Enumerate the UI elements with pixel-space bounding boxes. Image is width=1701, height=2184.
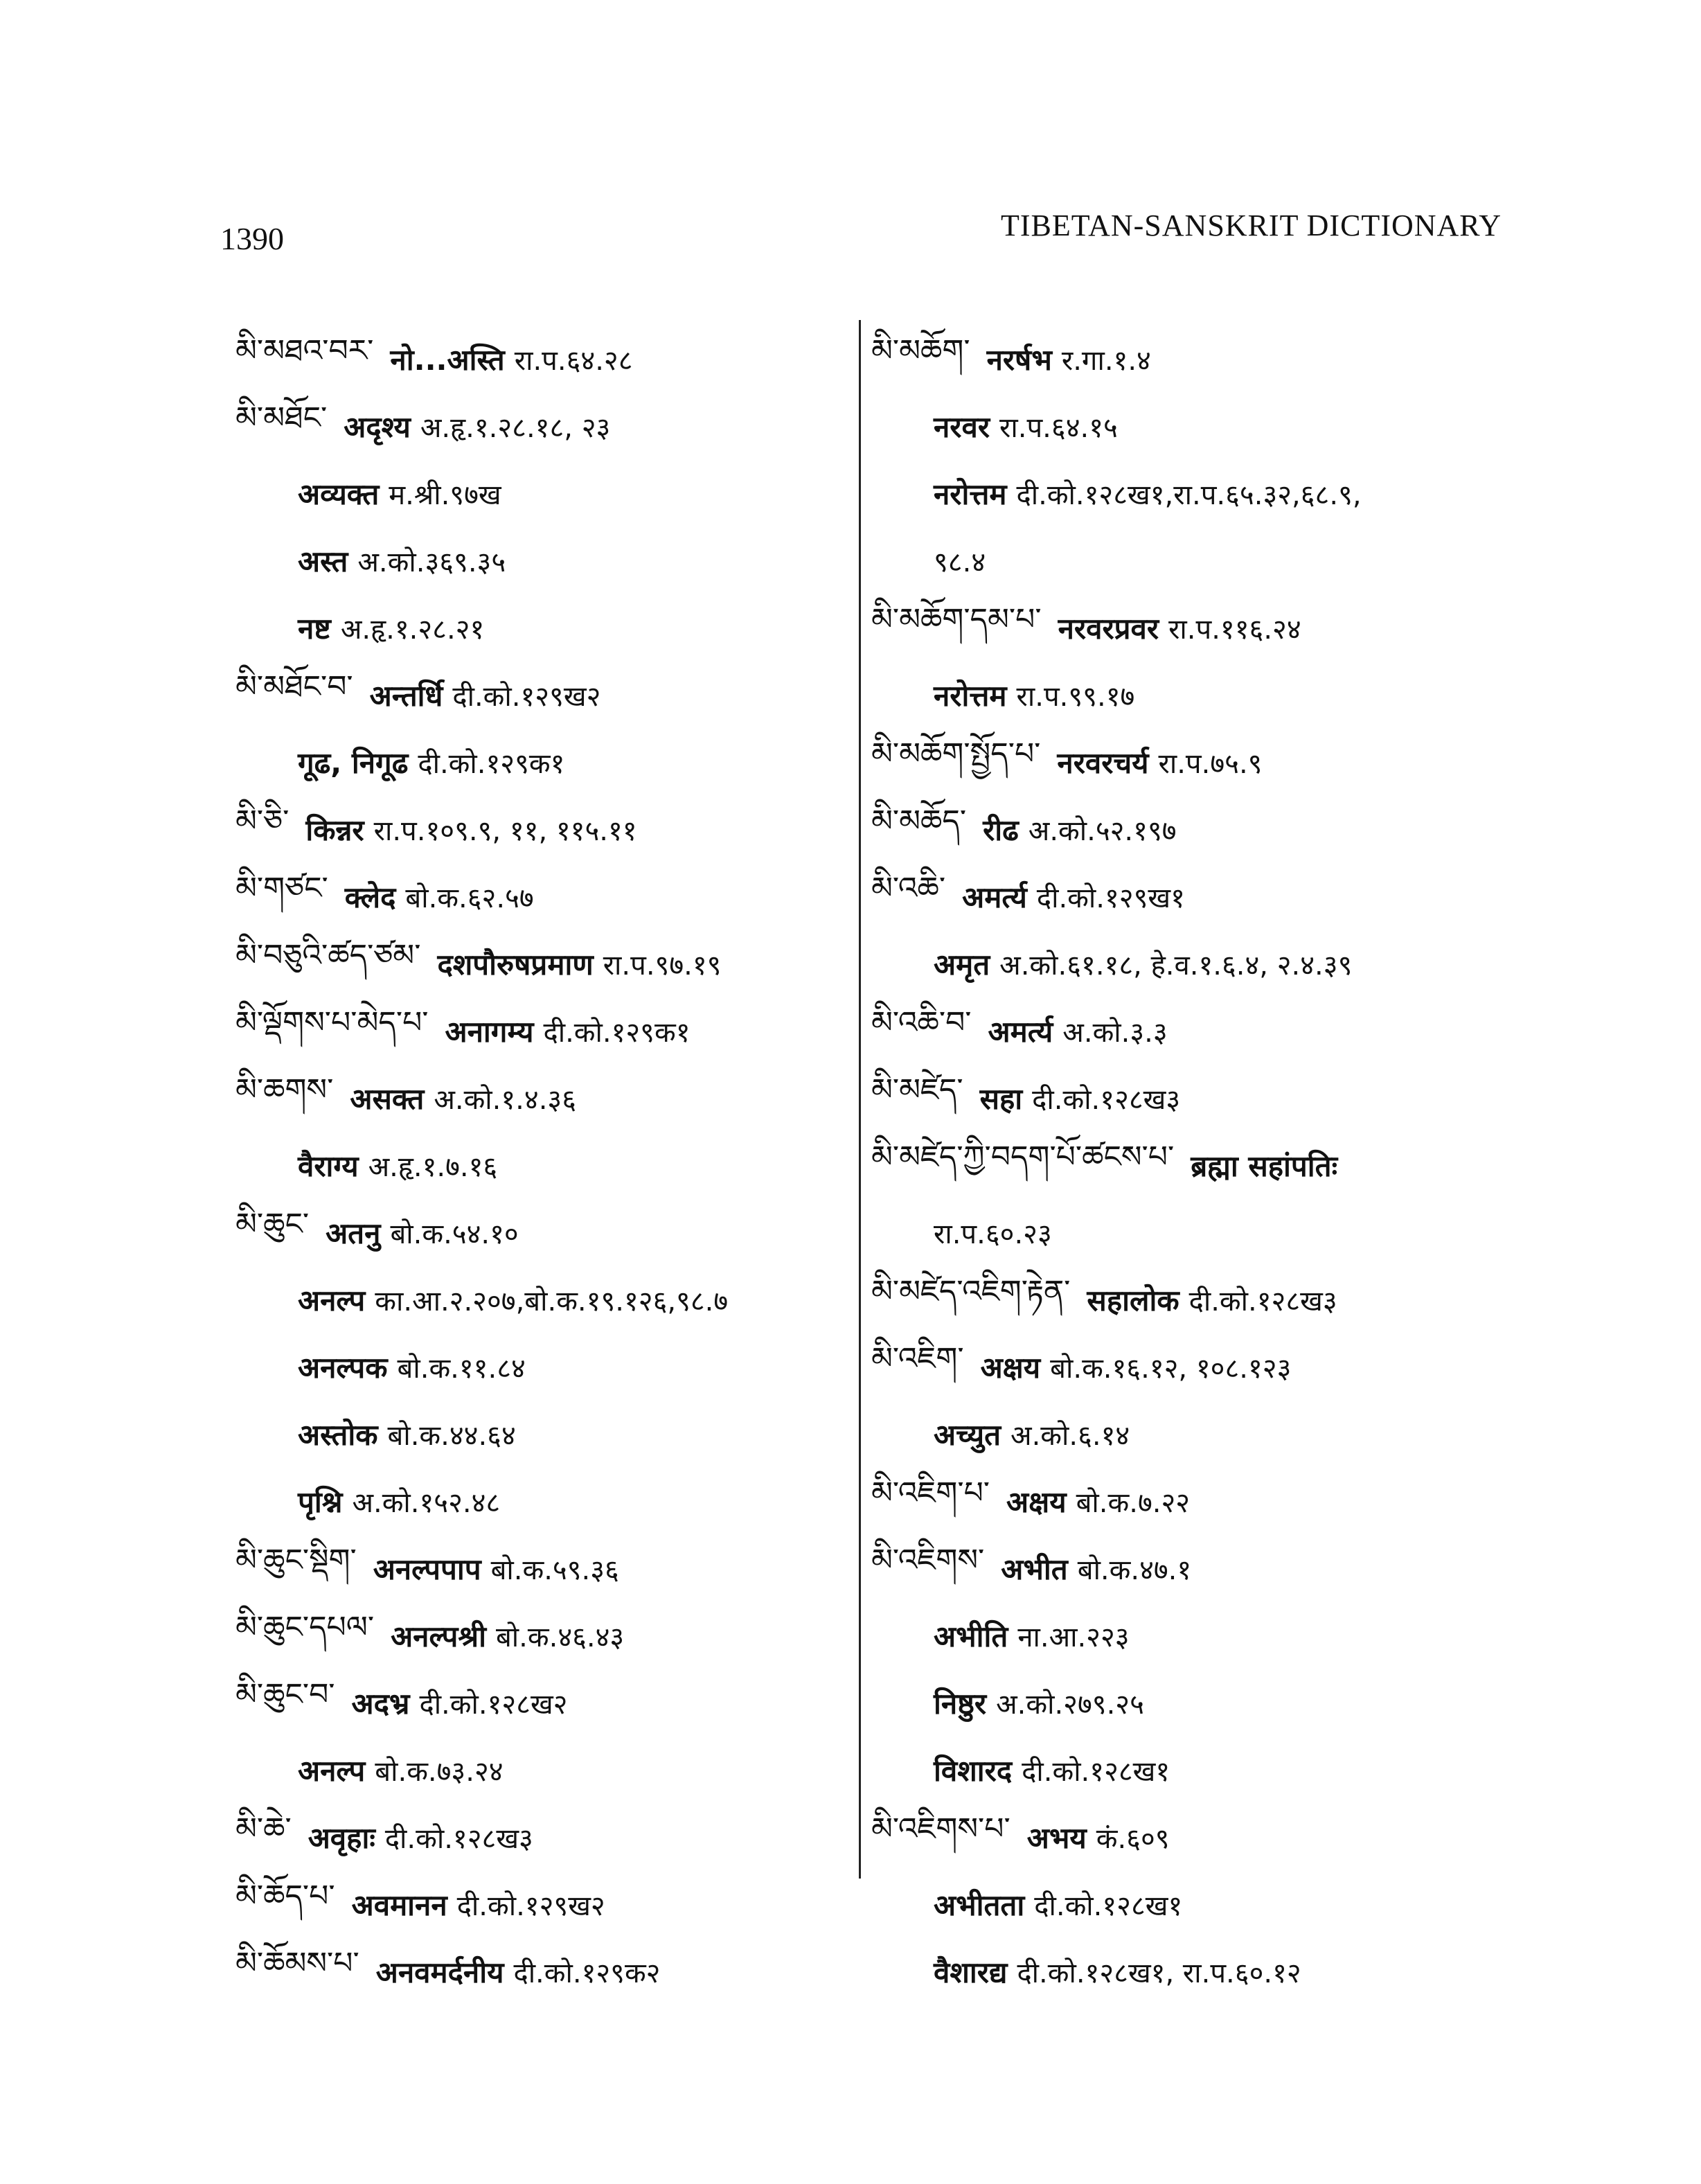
tibetan-headword: མི་གཙང་ [235, 870, 328, 906]
source-reference: बो.क.७३.२४ [375, 1756, 504, 1788]
dictionary-entry [871, 326, 1481, 393]
tibetan-headword: མི་འཇིགས་པ་ [871, 1811, 1010, 1847]
sub-equivalent [871, 1602, 1481, 1669]
sanskrit-equivalent: अस्त [298, 544, 348, 578]
sub-equivalent [871, 1938, 1481, 2005]
sub-equivalent [871, 662, 1481, 729]
source-reference: अ.हृ.१.७.१६ [368, 1151, 498, 1183]
source-reference: रा.प.१०९.९, ११, ११५.११ [373, 815, 637, 847]
source-reference: दी.को.१२९ख२ [452, 681, 601, 713]
source-reference: अ.को.१५२.४८ [352, 1487, 501, 1519]
sanskrit-equivalent: नरवरचर्य [1057, 746, 1149, 780]
source-reference: बो.क.४७.१ [1077, 1554, 1192, 1586]
dictionary-entry [871, 729, 1481, 796]
sanskrit-equivalent: गूढ, निगूढ [298, 746, 409, 780]
source-reference: दी.को.१२९क२ [513, 1957, 661, 1989]
sanskrit-equivalent: अक्षय [980, 1351, 1041, 1385]
source-reference: बो.क.५९.३६ [490, 1554, 619, 1586]
dictionary-entry [871, 863, 1481, 930]
dictionary-entry [235, 997, 845, 1065]
tibetan-headword: མི་འཇིག་ [871, 1340, 964, 1376]
dictionary-entry [235, 1938, 845, 2005]
dictionary-entry [235, 1199, 845, 1266]
source-reference: दी.को.१२८ख३ [1032, 1084, 1181, 1116]
tibetan-headword: མི་འཇིགས་ [871, 1542, 985, 1578]
sanskrit-equivalent: अनल्पश्री [391, 1619, 486, 1653]
sub-equivalent [235, 594, 845, 662]
dictionary-entry [235, 796, 845, 863]
source-reference: बो.क.११.८४ [397, 1353, 526, 1385]
sub-equivalent [871, 1871, 1481, 1938]
sanskrit-equivalent: अस्तोक [298, 1418, 378, 1452]
source-reference: म.श्री.९७ख [389, 479, 501, 511]
dictionary-entry [871, 1804, 1481, 1871]
sanskrit-equivalent: अक्षय [1006, 1485, 1067, 1519]
sanskrit-equivalent: अभीतता [934, 1888, 1025, 1922]
tibetan-headword: མི་ཆུང་ [235, 1206, 310, 1242]
source-reference: दी.को.१२८ख१ [1034, 1890, 1183, 1922]
sub-equivalent [235, 1266, 845, 1333]
source-reference: दी.को.१२८ख१,रा.प.६५.३२,६८.९, [1016, 479, 1362, 511]
tibetan-headword: མི་ཆུང་དཔལ་ [235, 1609, 375, 1645]
dictionary-entry [871, 1535, 1481, 1602]
source-reference: रा.प.११६.२४ [1168, 614, 1301, 646]
source-reference: अ.को.६१.१८, हे.व.१.६.४, २.४.३९ [999, 950, 1353, 982]
sanskrit-equivalent: अमर्त्य [962, 880, 1027, 914]
source-reference: र.गा.१.४ [1061, 345, 1151, 377]
sanskrit-equivalent: रीढ [983, 813, 1019, 847]
tibetan-headword: མི་ཆོམས་པ་ [235, 1945, 359, 1981]
tibetan-headword: མི་མཆོག་སྤྱོད་པ་ [871, 736, 1041, 772]
dictionary-entry [871, 997, 1481, 1065]
sanskrit-equivalent: निष्ठुर [934, 1687, 987, 1721]
right-column [871, 326, 1481, 2005]
sub-equivalent [235, 1468, 845, 1535]
source-reference: बो.क.४४.६४ [387, 1420, 516, 1452]
source-reference: का.आ.२.२०७,बो.क.१९.१२६,९८.७ [375, 1286, 729, 1317]
source-reference: रा.प.६०.२३ [934, 1218, 1052, 1250]
source-reference: दी.को.१२८ख३ [1188, 1286, 1337, 1317]
sanskrit-equivalent: नरवर [934, 410, 990, 444]
sanskrit-equivalent: अनल्प [298, 1754, 366, 1788]
source-reference: बो.क.५४.१० [390, 1218, 519, 1250]
sanskrit-equivalent: अन्तर्धि [369, 679, 443, 713]
tibetan-headword: མི་མཛེད་ཀྱི་བདག་པོ་ཚངས་པ་ [871, 1139, 1175, 1175]
sub-equivalent [871, 930, 1481, 997]
source-reference: बो.क.७.२२ [1076, 1487, 1191, 1519]
sanskrit-equivalent: नो...अस्ति [390, 343, 505, 377]
sanskrit-equivalent: अनवमर्दनीय [375, 1955, 504, 1989]
sub-equivalent [871, 1669, 1481, 1737]
source-reference: दी.को.१२९ख१ [1036, 882, 1185, 914]
sanskrit-equivalent: अनल्प [298, 1284, 366, 1317]
source-reference: बो.क.१६.१२, १०८.१२३ [1050, 1353, 1292, 1385]
sub-equivalent [871, 1401, 1481, 1468]
tibetan-headword: མི་ཅི་ [235, 803, 290, 839]
tibetan-headword: མི་ཆགས་ [235, 1072, 334, 1108]
source-reference: अ.को.१.४.३६ [434, 1084, 577, 1116]
sanskrit-equivalent: अदभ्र [351, 1687, 410, 1721]
dictionary-entry [871, 1266, 1481, 1333]
dictionary-entry [871, 1468, 1481, 1535]
continuation-line [871, 1199, 1481, 1266]
dictionary-entry [235, 863, 845, 930]
sanskrit-equivalent: सहा [979, 1082, 1023, 1116]
sub-equivalent [235, 1132, 845, 1199]
source-reference: अ.को.३.३ [1062, 1017, 1168, 1049]
sanskrit-equivalent: अभय [1026, 1821, 1087, 1855]
source-reference: दी.को.१२९ख२ [456, 1890, 605, 1922]
sanskrit-equivalent: असक्त [350, 1082, 425, 1116]
column-divider [859, 320, 861, 1879]
sanskrit-equivalent: दशपौरुषप्रमाण [437, 948, 594, 982]
sanskrit-equivalent: अतनु [326, 1216, 381, 1250]
source-reference: रा.प.७५.९ [1158, 748, 1263, 780]
tibetan-headword: མི་ཆུང་བ་ [235, 1676, 335, 1712]
source-reference: अ.हृ.१.२८.१८, २३ [420, 412, 611, 444]
dictionary-entry [871, 1065, 1481, 1132]
sanskrit-equivalent: अव्यक्त [298, 477, 380, 511]
dictionary-entry [871, 1333, 1481, 1401]
dictionary-entry [235, 326, 845, 393]
sanskrit-equivalent: अमृत [934, 948, 990, 982]
source-reference: दी.को.१२९क१ [418, 748, 565, 780]
dictionary-entry [871, 1132, 1481, 1199]
sanskrit-equivalent: किन्नर [305, 813, 364, 847]
tibetan-headword: མི་མཐོང་བ་ [235, 668, 353, 704]
sub-equivalent [235, 527, 845, 594]
sub-equivalent [235, 1737, 845, 1804]
sanskrit-equivalent: नरोत्तम [934, 679, 1007, 713]
tibetan-headword: མི་མཐའ་བར་ [235, 332, 374, 369]
sanskrit-equivalent: पृश्नि [298, 1485, 343, 1519]
dictionary-entry [871, 796, 1481, 863]
source-reference: कं.६०९ [1096, 1823, 1170, 1855]
sanskrit-equivalent: नरोत्तम [934, 477, 1007, 511]
page-number: 1390 [220, 221, 284, 256]
sanskrit-equivalent: नष्ट [298, 612, 331, 646]
source-reference: रा.प.९९.१७ [1016, 681, 1135, 713]
dictionary-entry [235, 1602, 845, 1669]
source-reference: दी.को.१२८ख२ [419, 1689, 568, 1721]
source-reference: अ.को.२७९.२५ [996, 1689, 1144, 1721]
source-reference: अ.हृ.१.२८.२१ [340, 614, 485, 646]
dictionary-entry [235, 1535, 845, 1602]
sub-equivalent [235, 1401, 845, 1468]
dictionary-entry [235, 1065, 845, 1132]
source-reference: बो.क.४६.४३ [495, 1622, 625, 1653]
source-reference: ९८.४ [934, 547, 986, 578]
sanskrit-equivalent: अच्युत [934, 1418, 1001, 1452]
sanskrit-equivalent: नरर्षभ [986, 343, 1052, 377]
sanskrit-equivalent: सहालोक [1087, 1284, 1179, 1317]
sanskrit-equivalent: अवमानन [351, 1888, 447, 1922]
sanskrit-equivalent: अवृहाः [308, 1821, 375, 1855]
tibetan-headword: མི་མཐོང་ [235, 400, 328, 436]
tibetan-headword: མི་ཆེ་ [235, 1811, 292, 1847]
sub-equivalent [871, 460, 1481, 527]
dictionary-entry [235, 1871, 845, 1938]
sub-equivalent [871, 393, 1481, 460]
source-reference: दी.को.१२८ख३ [384, 1823, 533, 1855]
left-column [235, 326, 845, 2005]
sanskrit-equivalent: अमर्त्य [988, 1015, 1053, 1049]
sanskrit-equivalent: अदृश्य [344, 410, 411, 444]
source-reference: रा.प.६४.१५ [999, 412, 1118, 444]
tibetan-headword: མི་མཛེད་འཇིག་རྟེན་ [871, 1273, 1071, 1309]
source-reference: अ.को.३६९.३५ [357, 547, 506, 578]
source-reference: रा.प.६४.२८ [514, 345, 633, 377]
dictionary-entry [235, 930, 845, 997]
source-reference: दी.को.१२८ख१ [1022, 1756, 1170, 1788]
dictionary-entry [235, 393, 845, 460]
source-reference: बो.क.६२.५७ [405, 882, 534, 914]
running-head: TIBETAN-SANSKRIT DICTIONARY [1001, 208, 1502, 242]
dictionary-entry [871, 594, 1481, 662]
sanskrit-equivalent: नरवरप्रवर [1058, 612, 1159, 646]
sanskrit-equivalent: वैराग्य [298, 1149, 359, 1183]
tibetan-headword: མི་མཆོད་ [871, 803, 967, 839]
source-reference: अ.को.५२.१९७ [1028, 815, 1177, 847]
sub-equivalent [235, 729, 845, 796]
tibetan-headword: མི་ཆོད་པ་ [235, 1878, 335, 1914]
source-reference: दी.को.१२८ख१, रा.प.६०.१२ [1017, 1957, 1301, 1989]
sanskrit-equivalent: वैशारद्य [934, 1955, 1008, 1989]
source-reference: रा.प.९७.१९ [603, 950, 722, 982]
source-reference: ना.आ.२२३ [1017, 1622, 1130, 1653]
sub-equivalent [235, 460, 845, 527]
sanskrit-equivalent: अनल्पक [298, 1351, 388, 1385]
source-reference: अ.को.६.१४ [1010, 1420, 1130, 1452]
tibetan-headword: མི་བཅུའི་ཚད་ཙམ་ [235, 937, 421, 973]
sanskrit-equivalent: अभीति [934, 1619, 1008, 1653]
tibetan-headword: མི་ལྡོགས་པ་མེད་པ་ [235, 1004, 429, 1040]
tibetan-headword: མི་མཆོག་ [871, 332, 970, 369]
dictionary-entry [235, 1669, 845, 1737]
sanskrit-equivalent: विशारद [934, 1754, 1013, 1788]
sub-equivalent [235, 1333, 845, 1401]
sanskrit-equivalent: ब्रह्मा सहांपतिः [1191, 1149, 1338, 1183]
tibetan-headword: མི་མཛེད་ [871, 1072, 963, 1108]
sanskrit-equivalent: क्लेद [344, 880, 396, 914]
tibetan-headword: མི་མཆོག་དམ་པ་ [871, 601, 1042, 637]
dictionary-entry [235, 1804, 845, 1871]
dictionary-entry [235, 662, 845, 729]
sanskrit-equivalent: अनागम्य [445, 1015, 534, 1049]
source-reference: दी.को.१२९क१ [543, 1017, 691, 1049]
continuation-line [871, 527, 1481, 594]
sanskrit-equivalent: अनल्पपाप [373, 1552, 481, 1586]
tibetan-headword: མི་འཆི་ [871, 870, 946, 906]
tibetan-headword: མི་འཇིག་པ་ [871, 1475, 990, 1511]
tibetan-headword: མི་ཆུང་སྡིག་ [235, 1542, 357, 1578]
sanskrit-equivalent: अभीत [1001, 1552, 1068, 1586]
sub-equivalent [871, 1737, 1481, 1804]
tibetan-headword: མི་འཆི་བ་ [871, 1004, 972, 1040]
